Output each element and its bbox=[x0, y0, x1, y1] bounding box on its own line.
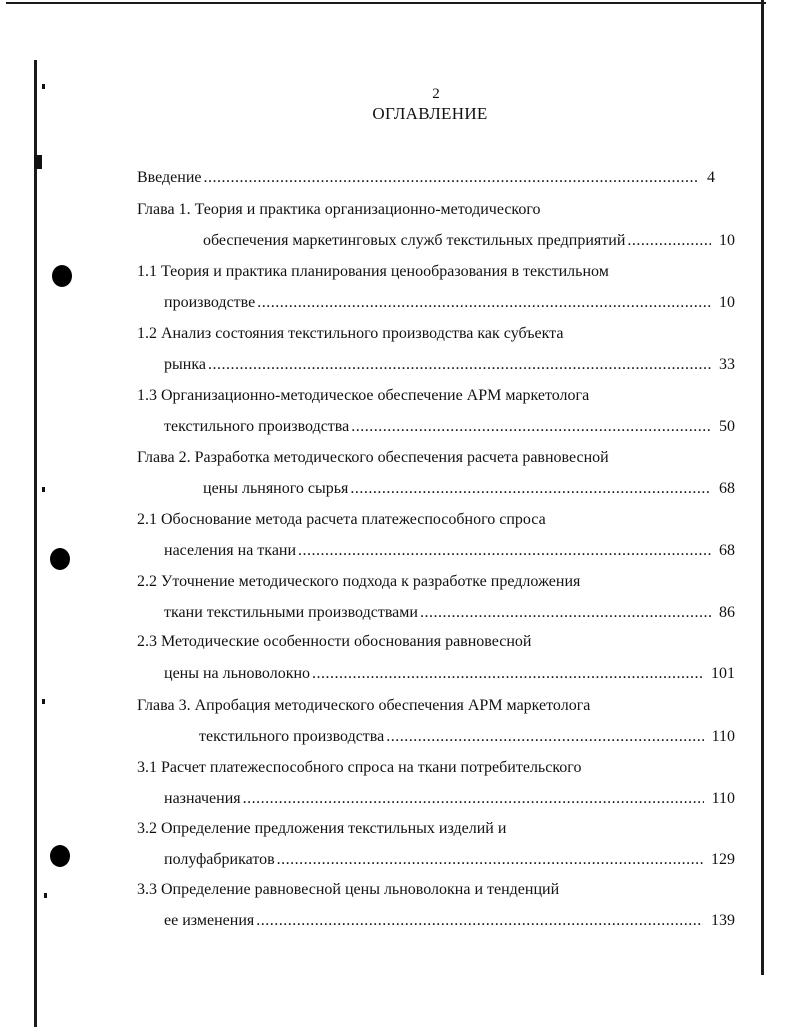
toc-entry-text: текстильного производства bbox=[164, 418, 350, 435]
page-number: 2 bbox=[432, 86, 440, 102]
toc-entry-2-3 bbox=[164, 664, 735, 684]
toc-page-number: 68 bbox=[719, 480, 735, 497]
toc-entry-text: текстильного производства bbox=[199, 728, 385, 745]
scan-speck bbox=[44, 893, 47, 898]
dot-leader bbox=[257, 293, 711, 313]
toc-chapter-1-title: Глава 1. Теория и практика организационно-методического bbox=[137, 201, 541, 218]
toc-entry-text: цены на льноволокно bbox=[164, 665, 311, 682]
punch-hole bbox=[50, 548, 70, 570]
toc-entry-3-3 bbox=[164, 911, 735, 931]
toc-page-number: 101 bbox=[711, 665, 735, 682]
toc-page-number: 10 bbox=[719, 232, 735, 249]
punch-hole bbox=[50, 845, 70, 867]
punch-hole bbox=[52, 265, 72, 287]
toc-page-number: 33 bbox=[719, 356, 735, 373]
scan-speck bbox=[42, 84, 45, 89]
toc-page-number: 4 bbox=[707, 169, 715, 186]
toc-entry-2-2 bbox=[164, 603, 735, 623]
toc-section-2-2-title: 2.2 Уточнение методического подхода к разработке предложения bbox=[137, 573, 581, 590]
page-title: ОГЛАВЛЕНИЕ bbox=[372, 104, 488, 123]
toc-entry-text: Введение bbox=[137, 169, 202, 186]
dot-leader bbox=[208, 355, 711, 375]
dot-leader bbox=[351, 417, 711, 437]
toc-entry-text: ткани текстильными производствами bbox=[164, 604, 418, 621]
dot-leader bbox=[627, 231, 711, 251]
toc-section-3-1-title: 3.1 Расчет платежеспособного спроса на ткани потребительского bbox=[137, 759, 582, 776]
scan-speck bbox=[34, 155, 42, 169]
toc-entry-2-1 bbox=[164, 541, 735, 561]
toc-entry-3-2 bbox=[164, 850, 735, 870]
dot-leader bbox=[277, 850, 703, 870]
toc-section-1-1-title: 1.1 Теория и практика планирования ценообразования в текстильном bbox=[137, 263, 609, 280]
scan-border-left bbox=[34, 60, 37, 1027]
dot-leader bbox=[243, 789, 704, 809]
dot-leader bbox=[312, 664, 703, 684]
toc-entry-text: рынка bbox=[164, 356, 206, 373]
toc-entry-text: населения на ткани bbox=[164, 542, 297, 559]
toc-entry-1-3 bbox=[164, 417, 735, 437]
scan-speck bbox=[42, 699, 45, 704]
toc-page-number: 110 bbox=[711, 728, 735, 745]
toc-entry-text: цены льняного сырья bbox=[203, 480, 349, 497]
toc-page-number: 10 bbox=[719, 294, 735, 311]
toc-entry-intro bbox=[137, 168, 715, 188]
toc-entry-text: ее изменения bbox=[164, 912, 255, 929]
toc-page-number: 86 bbox=[719, 604, 735, 621]
dot-leader bbox=[350, 479, 711, 499]
toc-entry-3-1 bbox=[164, 789, 735, 809]
toc-entry-text: обеспечения маркетинговых служб текстильных предприятий bbox=[203, 232, 626, 249]
toc-entry-text: полуфабрикатов bbox=[164, 851, 275, 868]
dot-leader bbox=[420, 603, 711, 623]
toc-page-number: 110 bbox=[711, 790, 735, 807]
toc-section-3-2-title: 3.2 Определение предложения текстильных изделий и bbox=[137, 820, 507, 837]
toc-section-1-2-title: 1.2 Анализ состояния текстильного производства как субъекта bbox=[137, 325, 564, 342]
dot-leader bbox=[298, 541, 711, 561]
toc-section-2-1-title: 2.1 Обоснование метода расчета платежеспособного спроса bbox=[137, 511, 546, 528]
scan-border-right bbox=[761, 0, 764, 975]
scan-border-top bbox=[6, 2, 766, 4]
toc-entry-1-2 bbox=[164, 355, 735, 375]
toc-entry-ch1 bbox=[203, 231, 735, 251]
toc-entry-ch2 bbox=[203, 479, 735, 499]
toc-entry-ch3 bbox=[199, 727, 735, 747]
dot-leader bbox=[256, 911, 703, 931]
toc-section-3-3-title: 3.3 Определение равновесной цены льноволокна и тенденций bbox=[137, 881, 560, 898]
toc-entry-text: производстве bbox=[164, 294, 256, 311]
toc-page-number: 50 bbox=[719, 418, 735, 435]
toc-chapter-3-title: Глава 3. Апробация методического обеспечения АРМ маркетолога bbox=[137, 697, 591, 714]
toc-entry-text: назначения bbox=[164, 790, 241, 807]
toc-entry-1-1 bbox=[164, 293, 735, 313]
scan-speck bbox=[42, 487, 45, 492]
dot-leader bbox=[386, 727, 703, 747]
toc-page-number: 129 bbox=[711, 851, 735, 868]
toc-section-1-3-title: 1.3 Организационно-методическое обеспечение АРМ маркетолога bbox=[137, 387, 590, 404]
dot-leader bbox=[204, 168, 700, 188]
toc-chapter-2-title: Глава 2. Разработка методического обеспечения расчета равновесной bbox=[137, 449, 609, 466]
toc-section-2-3-title: 2.3 Методические особенности обоснования равновесной bbox=[137, 633, 532, 650]
toc-page-number: 68 bbox=[719, 542, 735, 559]
toc-page-number: 139 bbox=[711, 912, 735, 929]
